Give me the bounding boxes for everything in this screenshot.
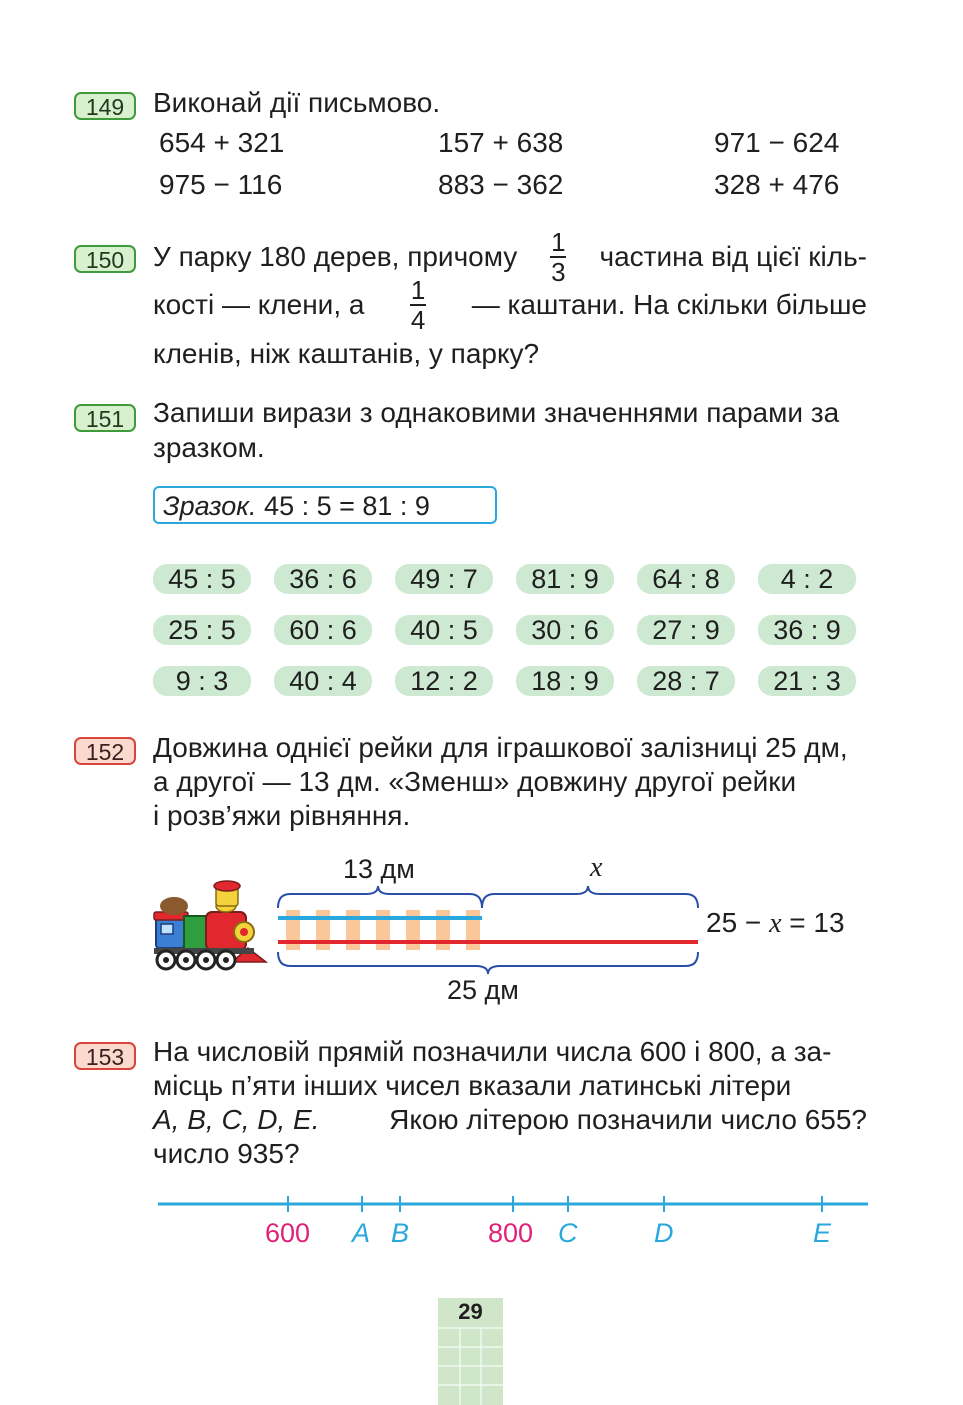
text-fragment: місць п’яти інших чисел вказали латинські літери bbox=[153, 1070, 792, 1101]
equation bbox=[706, 907, 845, 940]
task-number-badge: 153 bbox=[74, 1042, 136, 1070]
expression-card[interactable]: 21 : 3 bbox=[758, 666, 856, 696]
text-fragment: а другої — 13 дм. «Зменш» довжину другої рейки bbox=[153, 766, 797, 797]
fraction-denominator: 4 bbox=[410, 305, 426, 335]
task-number-badge: 152 bbox=[74, 737, 136, 765]
axis-label-d: D bbox=[654, 1218, 674, 1248]
axis-label-c: C bbox=[558, 1218, 578, 1248]
task-text-line: Довжина однієї рейки для іграшкової залізниці 25 дм, bbox=[153, 732, 848, 763]
equation-variable: x bbox=[769, 908, 782, 939]
expression-card[interactable]: 4 : 2 bbox=[758, 564, 856, 594]
expression-card[interactable]: 9 : 3 bbox=[153, 666, 251, 696]
text-fragment: Якою літерою позначили число 655? bbox=[389, 1104, 867, 1135]
expression-card[interactable]: 49 : 7 bbox=[395, 564, 493, 594]
fraction bbox=[410, 275, 426, 335]
letter-list: A, B, C, D, E. bbox=[153, 1104, 320, 1135]
task-instruction: Виконай дії письмово. bbox=[153, 87, 441, 118]
axis-label-600: 600 bbox=[265, 1218, 311, 1248]
brace-13dm bbox=[278, 886, 482, 908]
expression-card[interactable]: 81 : 9 bbox=[516, 564, 614, 594]
expression-card[interactable]: 36 : 6 bbox=[274, 564, 372, 594]
expression: 971 − 624 bbox=[714, 127, 840, 158]
expression: 883 − 362 bbox=[438, 169, 564, 200]
text-fragment: частина від цієї кіль- bbox=[599, 241, 867, 272]
expression-card[interactable]: 60 : 6 bbox=[274, 615, 372, 645]
fraction-denominator: 3 bbox=[551, 257, 566, 287]
axis-label-800: 800 bbox=[488, 1218, 534, 1248]
task-text-line: кленів, ніж каштанів, у парку? bbox=[153, 338, 540, 369]
length-label-25dm: 25 дм bbox=[447, 975, 519, 1005]
task-text-line bbox=[153, 276, 867, 334]
task-text-line bbox=[153, 1070, 867, 1102]
expression: 328 + 476 bbox=[714, 169, 840, 200]
expression-card[interactable]: 27 : 9 bbox=[637, 615, 735, 645]
sample-expression: 45 : 5 = 81 : 9 bbox=[264, 491, 430, 521]
task-text-line bbox=[153, 1036, 867, 1068]
task-text-line: і розв’яжи рівняння. bbox=[153, 800, 411, 831]
expression-card[interactable]: 40 : 4 bbox=[274, 666, 372, 696]
brace-25dm bbox=[278, 952, 698, 974]
expression-card[interactable]: 18 : 9 bbox=[516, 666, 614, 696]
equation-left: 25 − bbox=[706, 907, 762, 938]
brace-x bbox=[482, 886, 698, 908]
length-label-x: x bbox=[590, 852, 603, 883]
expression-card[interactable]: 25 : 5 bbox=[153, 615, 251, 645]
length-label-13dm: 13 дм bbox=[343, 854, 415, 884]
expression: 975 − 116 bbox=[159, 169, 283, 200]
axis-label-b: B bbox=[391, 1218, 410, 1248]
task-number-badge: 151 bbox=[74, 404, 136, 432]
expression-card[interactable]: 40 : 5 bbox=[395, 615, 493, 645]
text-fragment: У парку 180 дерев, причому bbox=[153, 241, 518, 272]
sample-label: Зразок. bbox=[163, 491, 257, 521]
toy-train-illustration bbox=[152, 880, 268, 972]
expression-card[interactable]: 12 : 2 bbox=[395, 666, 493, 696]
text-fragment: кості — клени, а bbox=[153, 289, 365, 320]
text-fragment: — каштани. На скільки більше bbox=[471, 289, 867, 320]
text-fragment: На числовій прямій позначили числа 600 і 800, а за- bbox=[153, 1036, 832, 1067]
fraction-numerator: 1 bbox=[410, 275, 426, 305]
sample-box bbox=[153, 486, 497, 524]
expression-card[interactable]: 30 : 6 bbox=[516, 615, 614, 645]
expression: 157 + 638 bbox=[438, 127, 564, 158]
task-number-badge: 150 bbox=[74, 245, 136, 273]
rails-diagram bbox=[270, 880, 710, 980]
task-text-line bbox=[153, 1104, 867, 1136]
axis-label-e: E bbox=[813, 1218, 832, 1248]
expression: 654 + 321 bbox=[159, 127, 285, 158]
expression-card[interactable]: 45 : 5 bbox=[153, 564, 251, 594]
task-text-line: зразком. bbox=[153, 432, 265, 463]
task-text-line: Запиши вирази з однаковими значеннями парами за bbox=[153, 397, 840, 428]
task-number-badge: 149 bbox=[74, 92, 136, 120]
number-line bbox=[158, 1194, 868, 1218]
task-text-line bbox=[153, 766, 867, 798]
page-number: 29 bbox=[458, 1299, 483, 1324]
expression-card[interactable]: 64 : 8 bbox=[637, 564, 735, 594]
expression-card[interactable]: 28 : 7 bbox=[637, 666, 735, 696]
equation-right: = 13 bbox=[789, 907, 845, 938]
fraction-numerator: 1 bbox=[551, 227, 566, 257]
task-text-line: число 935? bbox=[153, 1138, 300, 1169]
expression-card[interactable]: 36 : 9 bbox=[758, 615, 856, 645]
axis-label-a: A bbox=[352, 1218, 371, 1248]
